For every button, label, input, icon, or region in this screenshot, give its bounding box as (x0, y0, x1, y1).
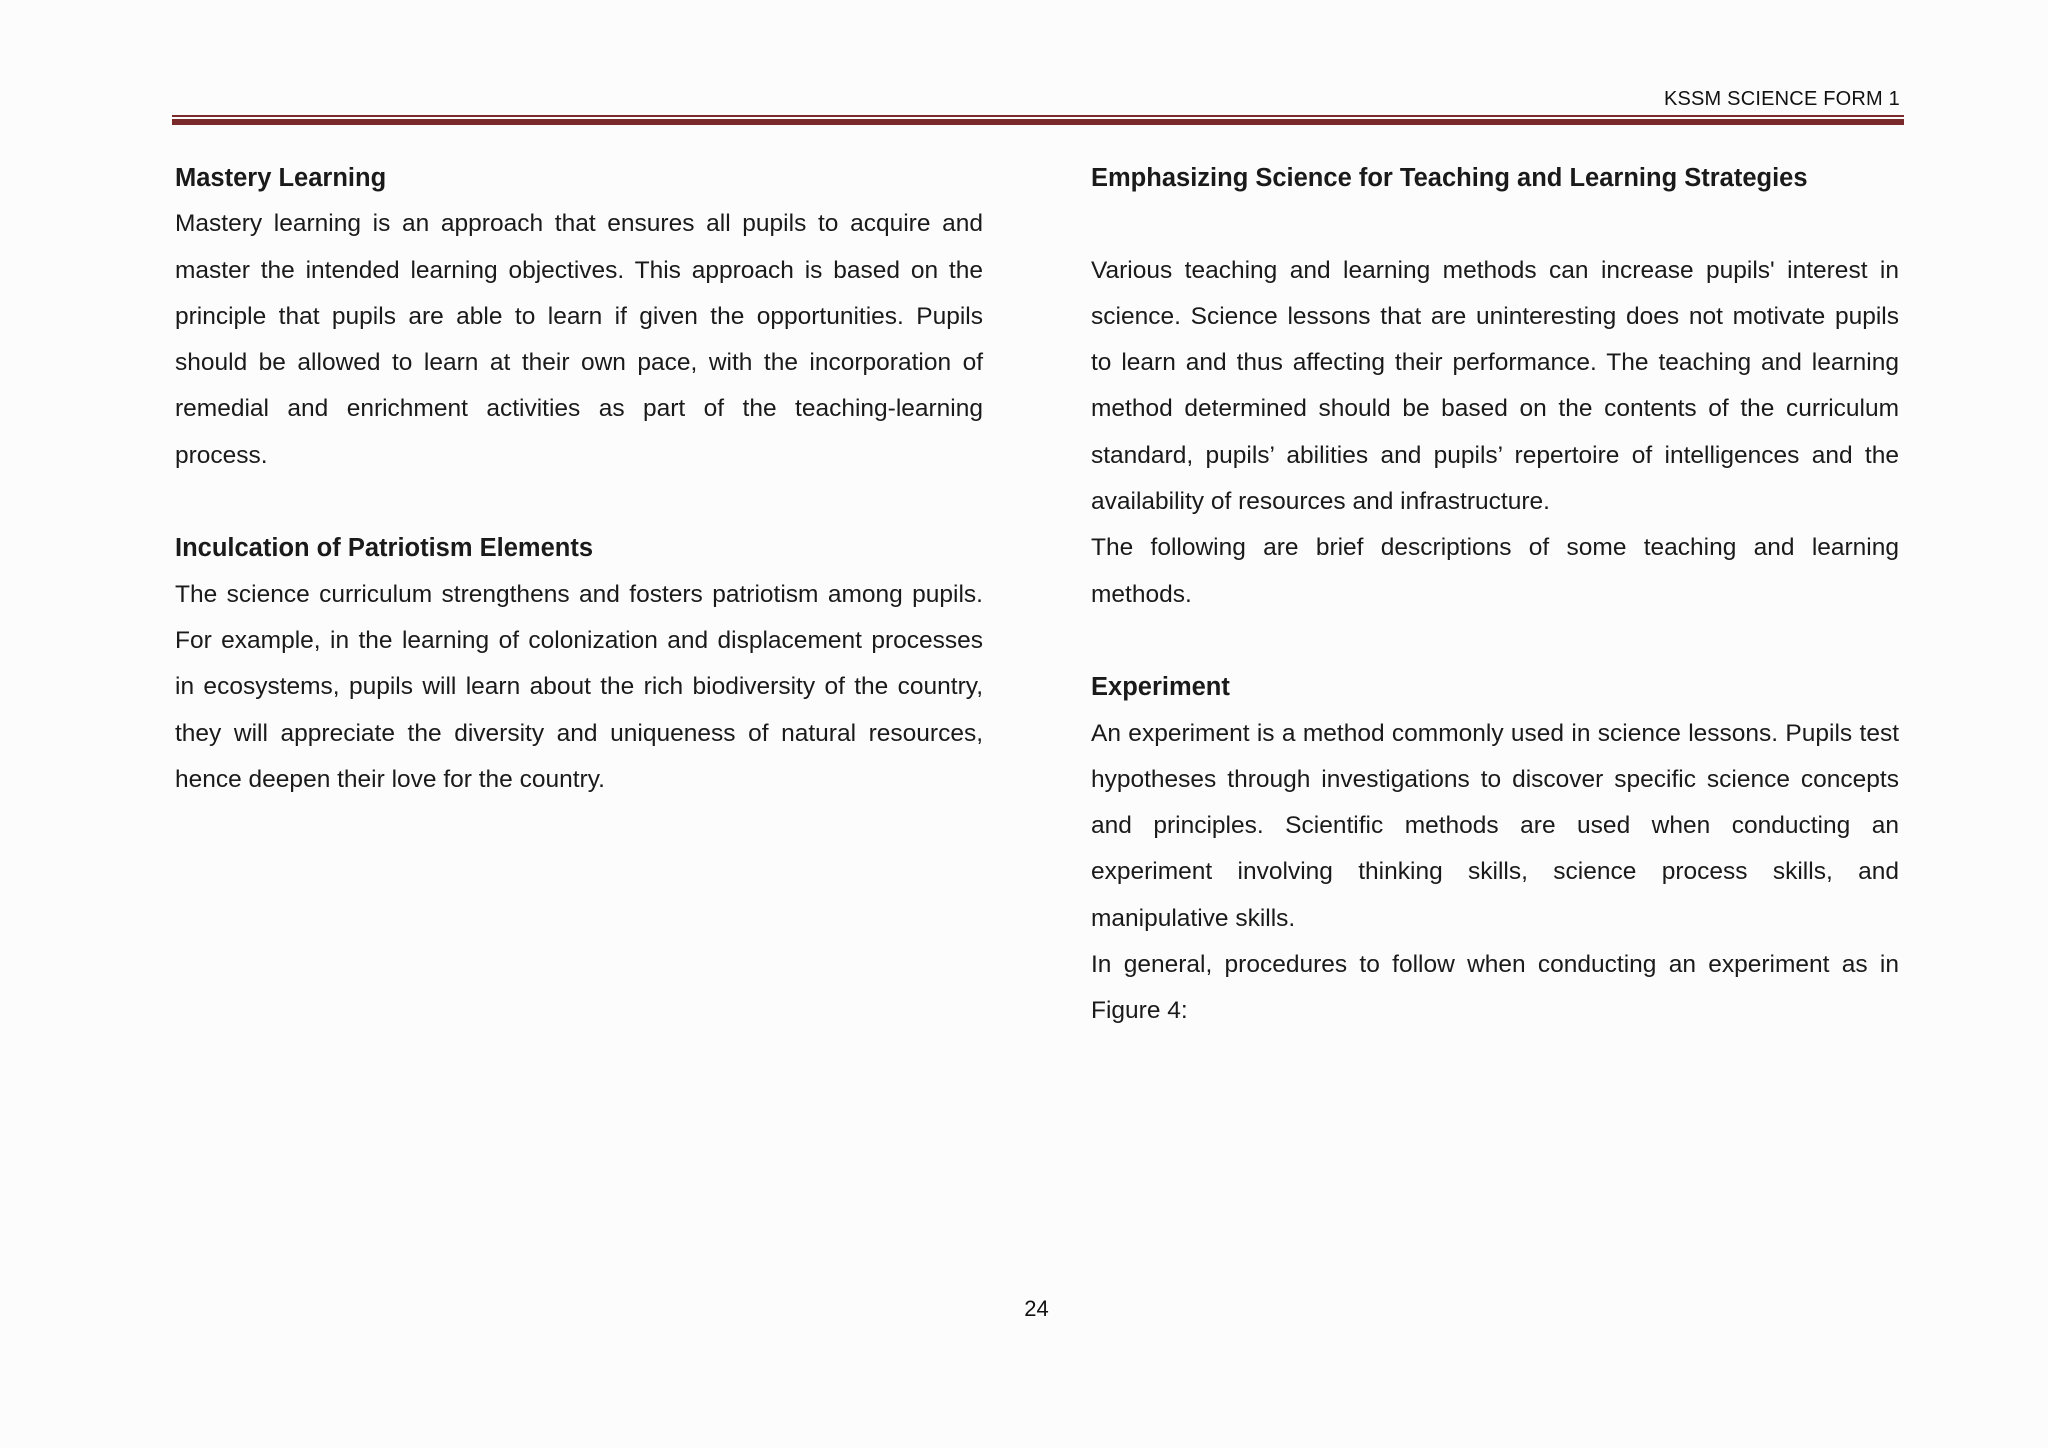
section-gap (1091, 201, 1899, 247)
experiment-heading: Experiment (1091, 673, 1230, 702)
brief-descriptions-paragraph: The following are brief descriptions of some teaching and learning methods. (1091, 534, 1899, 608)
header-rule-thin (172, 115, 1904, 117)
teaching-methods-paragraph: Various teaching and learning methods can increase pupils' interest in science. Science lessons that are uninteresting does not motivate pupils to learn and thus affecting their performance. The teaching and learning method determined should be based on the contents of the curriculum standard, pupils’ abilities and pupils’ repertoire of intelligences and the availability of resources and infrastructure. (1091, 256, 1899, 516)
experiment-paragraph: An experiment is a method commonly used in science lessons. Pupils test hypotheses through investigations to discover specific science concepts and principles. Scientific methods are used when conducting an experiment involving thinking skills, science process skills, and manipulative skills. (1091, 719, 1899, 932)
patriotism-heading: Inculcation of Patriotism Elements (175, 534, 593, 563)
section-gap (175, 479, 983, 525)
experiment-procedure-paragraph: In general, procedures to follow when conducting an experiment as in Figure 4: (1091, 951, 1899, 1025)
header-rule-thick (172, 119, 1904, 125)
page-number: 24 (1024, 1296, 1049, 1321)
mastery-learning-heading: Mastery Learning (175, 164, 387, 192)
running-header: KSSM SCIENCE FORM 1 (1663, 88, 1900, 110)
mastery-learning-paragraph: Mastery learning is an approach that ensures all pupils to acquire and master the intended learning objectives. This approach is based on the principle that pupils are able to learn if given the opportunities. Pupils should be allowed to learn at their own pace, with the incorporation of remedial and enrichment activities as part of the teaching-learning process. (175, 210, 983, 469)
right-column (1091, 155, 1899, 1035)
section-gap (1091, 618, 1899, 664)
patriotism-paragraph: The science curriculum strengthens and fosters patriotism among pupils. For example, in the learning of colonization and displacement processes in ecosystems, pupils will learn about the rich biodiversity of the country, they will appreciate the diversity and uniqueness of natural resources, hence deepen their love for the country. (175, 580, 983, 793)
emphasizing-science-heading: Emphasizing Science for Teaching and Learning Strategies (1091, 164, 1808, 192)
left-column (175, 155, 983, 803)
